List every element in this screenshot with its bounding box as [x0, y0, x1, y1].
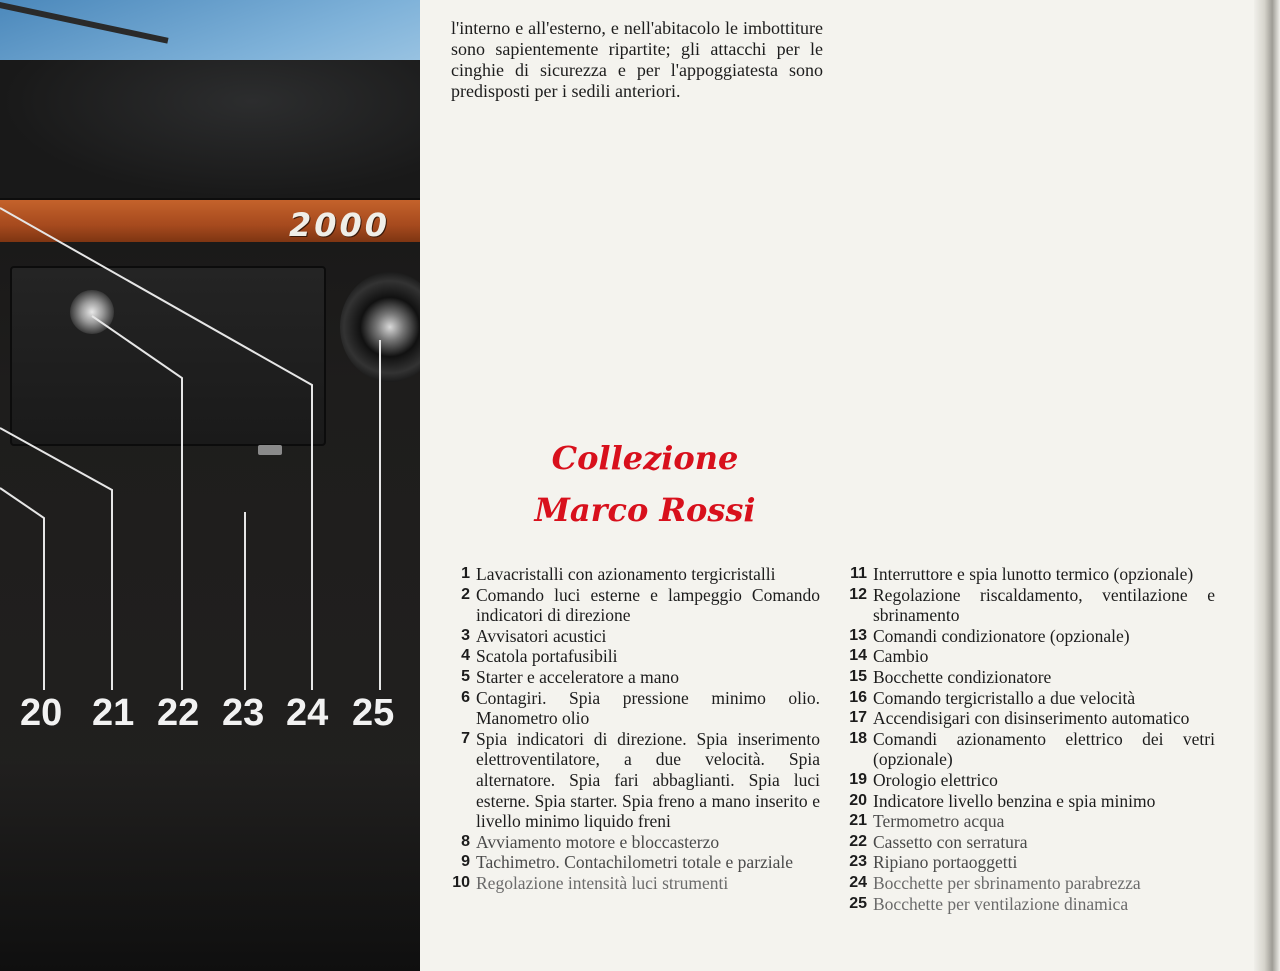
legend-item-number: 21: [849, 812, 867, 830]
legend-item-text: Avvisatori acustici: [476, 625, 607, 646]
legend-item-number: 4: [461, 647, 470, 665]
legend-item-text: Accendisigari con disinserimento automatico: [873, 708, 1190, 729]
callout-22: 22: [157, 692, 200, 734]
leader-24: [0, 208, 312, 690]
legend-item-text: Bocchette per sbrinamento parabrezza: [873, 872, 1141, 893]
collection-watermark: [510, 438, 780, 530]
legend-item-number: 23: [849, 853, 867, 871]
legend-item: [446, 667, 820, 688]
callout-leader-lines: [0, 0, 420, 971]
legend-item-number: 5: [461, 667, 470, 685]
callout-20: 20: [20, 692, 63, 734]
legend-item-number: 15: [849, 667, 867, 685]
legend-item: [843, 770, 1215, 791]
legend-item-text: Comandi azionamento elettrico dei vetri (opzionale): [873, 728, 1215, 770]
legend-item: [843, 564, 1215, 585]
model-badge: 2000: [288, 206, 390, 244]
legend-item: [843, 667, 1215, 688]
legend-item: [843, 626, 1215, 647]
legend-item-text: Termometro acqua: [873, 811, 1005, 832]
legend-item: [446, 626, 820, 647]
legend-item-text: Bocchette condizionatore: [873, 666, 1052, 687]
legend-item-number: 19: [849, 770, 867, 788]
watermark-line-1: Collezione: [551, 439, 739, 477]
legend-item-number: 12: [849, 585, 867, 603]
legend-item-text: Avviamento motore e bloccasterzo: [476, 831, 720, 852]
legend-item: [843, 811, 1215, 832]
legend-item: [446, 729, 820, 832]
legend-item: [843, 688, 1215, 709]
legend-left-column: [446, 564, 820, 894]
legend-item-text: Comandi condizionatore (opzionale): [873, 625, 1130, 646]
legend-item-number: 7: [461, 729, 470, 747]
legend-item-number: 16: [849, 688, 867, 706]
legend-item-text: Tachimetro. Contachilometri totale e parziale: [476, 852, 794, 873]
legend-item-number: 9: [461, 853, 470, 871]
legend-item-text: Spia indicatori di direzione. Spia inserimento elettroventilatore, a due velocità. Spia alternatore. Spia fari abbaglianti. Spia luci esterne. Spia starter. Spia freno a mano inserito e livello minimo liquido freni: [476, 728, 820, 832]
legend-item: [446, 832, 820, 853]
watermark-line-2: Marco Rossi: [534, 491, 756, 529]
legend-item: [843, 894, 1215, 915]
legend-item-text: Indicatore livello benzina e spia minimo: [873, 790, 1156, 811]
legend-item: [843, 708, 1215, 729]
legend-item-number: 6: [461, 688, 470, 706]
legend-item: [446, 688, 820, 729]
legend-item: [446, 564, 820, 585]
legend-item-text: Cassetto con serratura: [873, 831, 1028, 852]
legend-item-number: 18: [849, 729, 867, 747]
callout-24: 24: [286, 692, 329, 734]
legend-item-text: Regolazione intensità luci strumenti: [476, 872, 729, 893]
legend-item: [843, 832, 1215, 853]
intro-paragraph: l'interno e all'esterno, e nell'abitacolo le imbottiture sono sapientemente ripartite; gli attacchi per le cinghie di sicurezza e per l'appoggiatesta sono predisposti per i sedili anteriori.: [451, 18, 823, 101]
legend-item-number: 22: [849, 832, 867, 850]
legend-item-number: 1: [461, 565, 470, 582]
callout-25: 25: [352, 692, 395, 734]
legend-item-number: 14: [849, 647, 867, 665]
legend-item-number: 24: [849, 873, 867, 891]
legend-item-text: Ripiano portaoggetti: [873, 852, 1018, 873]
callout-21: 21: [92, 692, 135, 734]
legend-item-text: Orologio elettrico: [873, 769, 998, 790]
legend-item: [843, 791, 1215, 812]
legend-item-number: 13: [849, 626, 867, 644]
legend-item-text: Contagiri. Spia pressione minimo olio. Manometro olio: [476, 687, 820, 729]
legend-item-number: 11: [850, 565, 867, 582]
legend-item-text: Comando tergicristallo a due velocità: [873, 687, 1136, 708]
legend-item-number: 25: [849, 894, 867, 912]
legend-item: [843, 873, 1215, 894]
legend-item-text: Scatola portafusibili: [476, 646, 618, 667]
legend-right-column: [843, 564, 1215, 914]
legend-item-number: 17: [849, 709, 867, 727]
legend-item-text: Regolazione riscaldamento, ventilazione e sbrinamento: [873, 584, 1215, 626]
legend-item-text: Cambio: [873, 646, 929, 667]
leader-21: [0, 428, 112, 690]
legend-item-text: Starter e acceleratore a mano: [476, 666, 680, 687]
page-fold: [1254, 0, 1280, 971]
legend-item: [446, 873, 820, 894]
legend-item: [446, 646, 820, 667]
legend-item-text: Lavacristalli con azionamento tergicristalli: [476, 564, 776, 584]
legend-item: [446, 852, 820, 873]
leader-22: [92, 316, 182, 690]
legend-item-number: 2: [461, 585, 470, 603]
legend-item-text: Interruttore e spia lunotto termico (opzionale): [873, 564, 1194, 584]
legend-item-number: 10: [452, 873, 470, 891]
legend-item-text: Comando luci esterne e lampeggio Comando indicatori di direzione: [476, 584, 820, 626]
leader-20: [0, 488, 44, 690]
legend-item: [843, 852, 1215, 873]
legend-item: [843, 646, 1215, 667]
legend-item-text: Bocchette per ventilazione dinamica: [873, 893, 1129, 914]
legend-item-number: 20: [849, 791, 867, 809]
dashboard-photo: [0, 0, 420, 971]
legend-item: [843, 729, 1215, 770]
legend-item: [843, 585, 1215, 626]
legend-item-number: 8: [461, 832, 470, 850]
callout-23: 23: [222, 692, 265, 734]
callout-numbers: [14, 688, 414, 738]
legend-item-number: 3: [461, 626, 470, 644]
legend-item: [446, 585, 820, 626]
